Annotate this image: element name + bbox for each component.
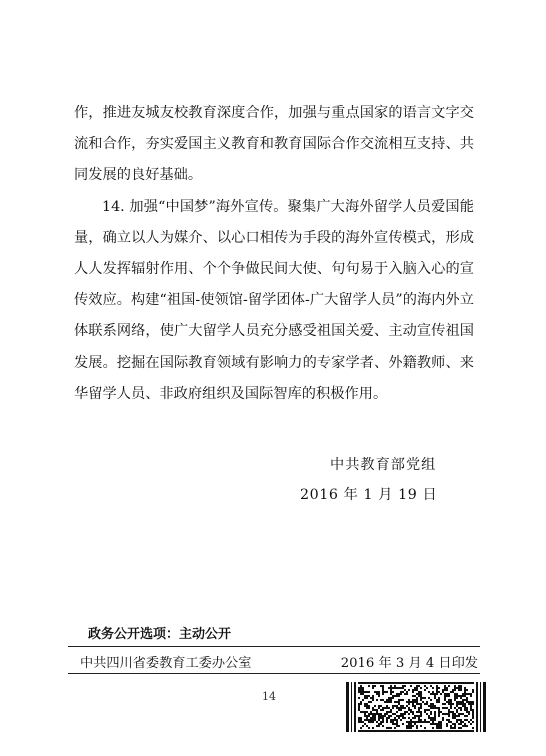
disclosure-option: 政务公开选项：主动公开	[88, 627, 232, 642]
barcode-graphic	[346, 682, 486, 732]
signature-organization: 中共教育部党组	[330, 457, 437, 473]
signature-date: 2016 年 1 月 19 日	[300, 487, 438, 503]
issuing-office: 中共四川省委教育工委办公室	[80, 656, 252, 671]
print-date: 2016 年 3 月 4 日印发	[340, 656, 478, 671]
footer-bottom-rule	[68, 673, 480, 674]
document-body	[74, 98, 474, 410]
body-paragraph-item-14: 14. 加强“中国梦”海外宣传。聚集广大海外留学人员爱国能量，确立以人为媒介、以心口相传为手段的海外宣传模式，形成人人发挥辐射作用、个个争做民间大使、句句易于入脑入心的宣传效应。构建“祖国-使领馆-留学团体-广大留学人员”的海内外立体联系网络，使广大留学人员充分感受祖国关爱、主动宣传祖国发展。挖掘在国际教育领域有影响力的专家学者、外籍教师、来华留学人员、非政府组织及国际智库的积极作用。	[74, 198, 474, 402]
footer-top-rule	[68, 646, 480, 647]
page-number: 14	[262, 690, 276, 703]
body-paragraph-continued: 作，推进友城友校教育深度合作，加强与重点国家的语言文字交流和合作，夯实爱国主义教育和教育国际合作交流相互支持、共同发展的良好基础。	[74, 105, 474, 184]
barcode-image	[346, 682, 486, 732]
